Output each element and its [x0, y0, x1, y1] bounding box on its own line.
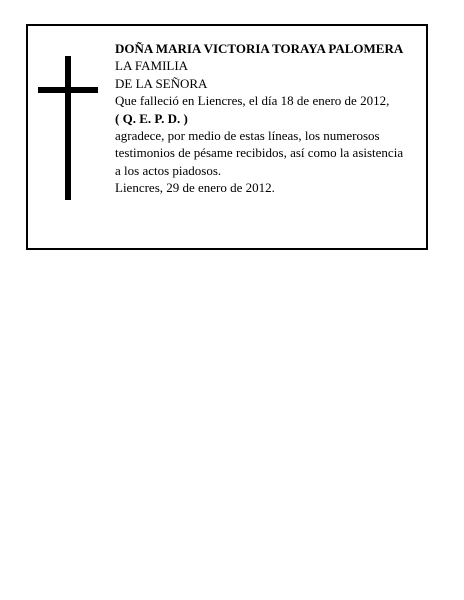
- deceased-name: DOÑA MARIA VICTORIA TORAYA PALOMERA: [115, 41, 404, 56]
- thanks-line: agradece, por medio de estas líneas, los numerosos: [115, 128, 380, 144]
- place-date: Liencres, 29 de enero de 2012.: [115, 180, 275, 196]
- cross-vertical-bar: [65, 56, 71, 200]
- family-line: LA FAMILIA: [115, 58, 189, 74]
- relation-line: DE LA SEÑORA: [115, 75, 208, 91]
- notice-text: [115, 40, 425, 197]
- rip-line: ( Q. E. P. D. ): [115, 110, 188, 126]
- thanks-line: a los actos piadosos.: [115, 162, 222, 178]
- thanks-line: testimonios de pésame recibidos, así como la asistencia: [115, 145, 404, 161]
- death-info: Que falleció en Liencres, el día 18 de enero de 2012,: [115, 93, 390, 109]
- obituary-notice: [26, 24, 428, 250]
- cross-horizontal-bar: [38, 87, 98, 93]
- cross-icon: [38, 56, 98, 200]
